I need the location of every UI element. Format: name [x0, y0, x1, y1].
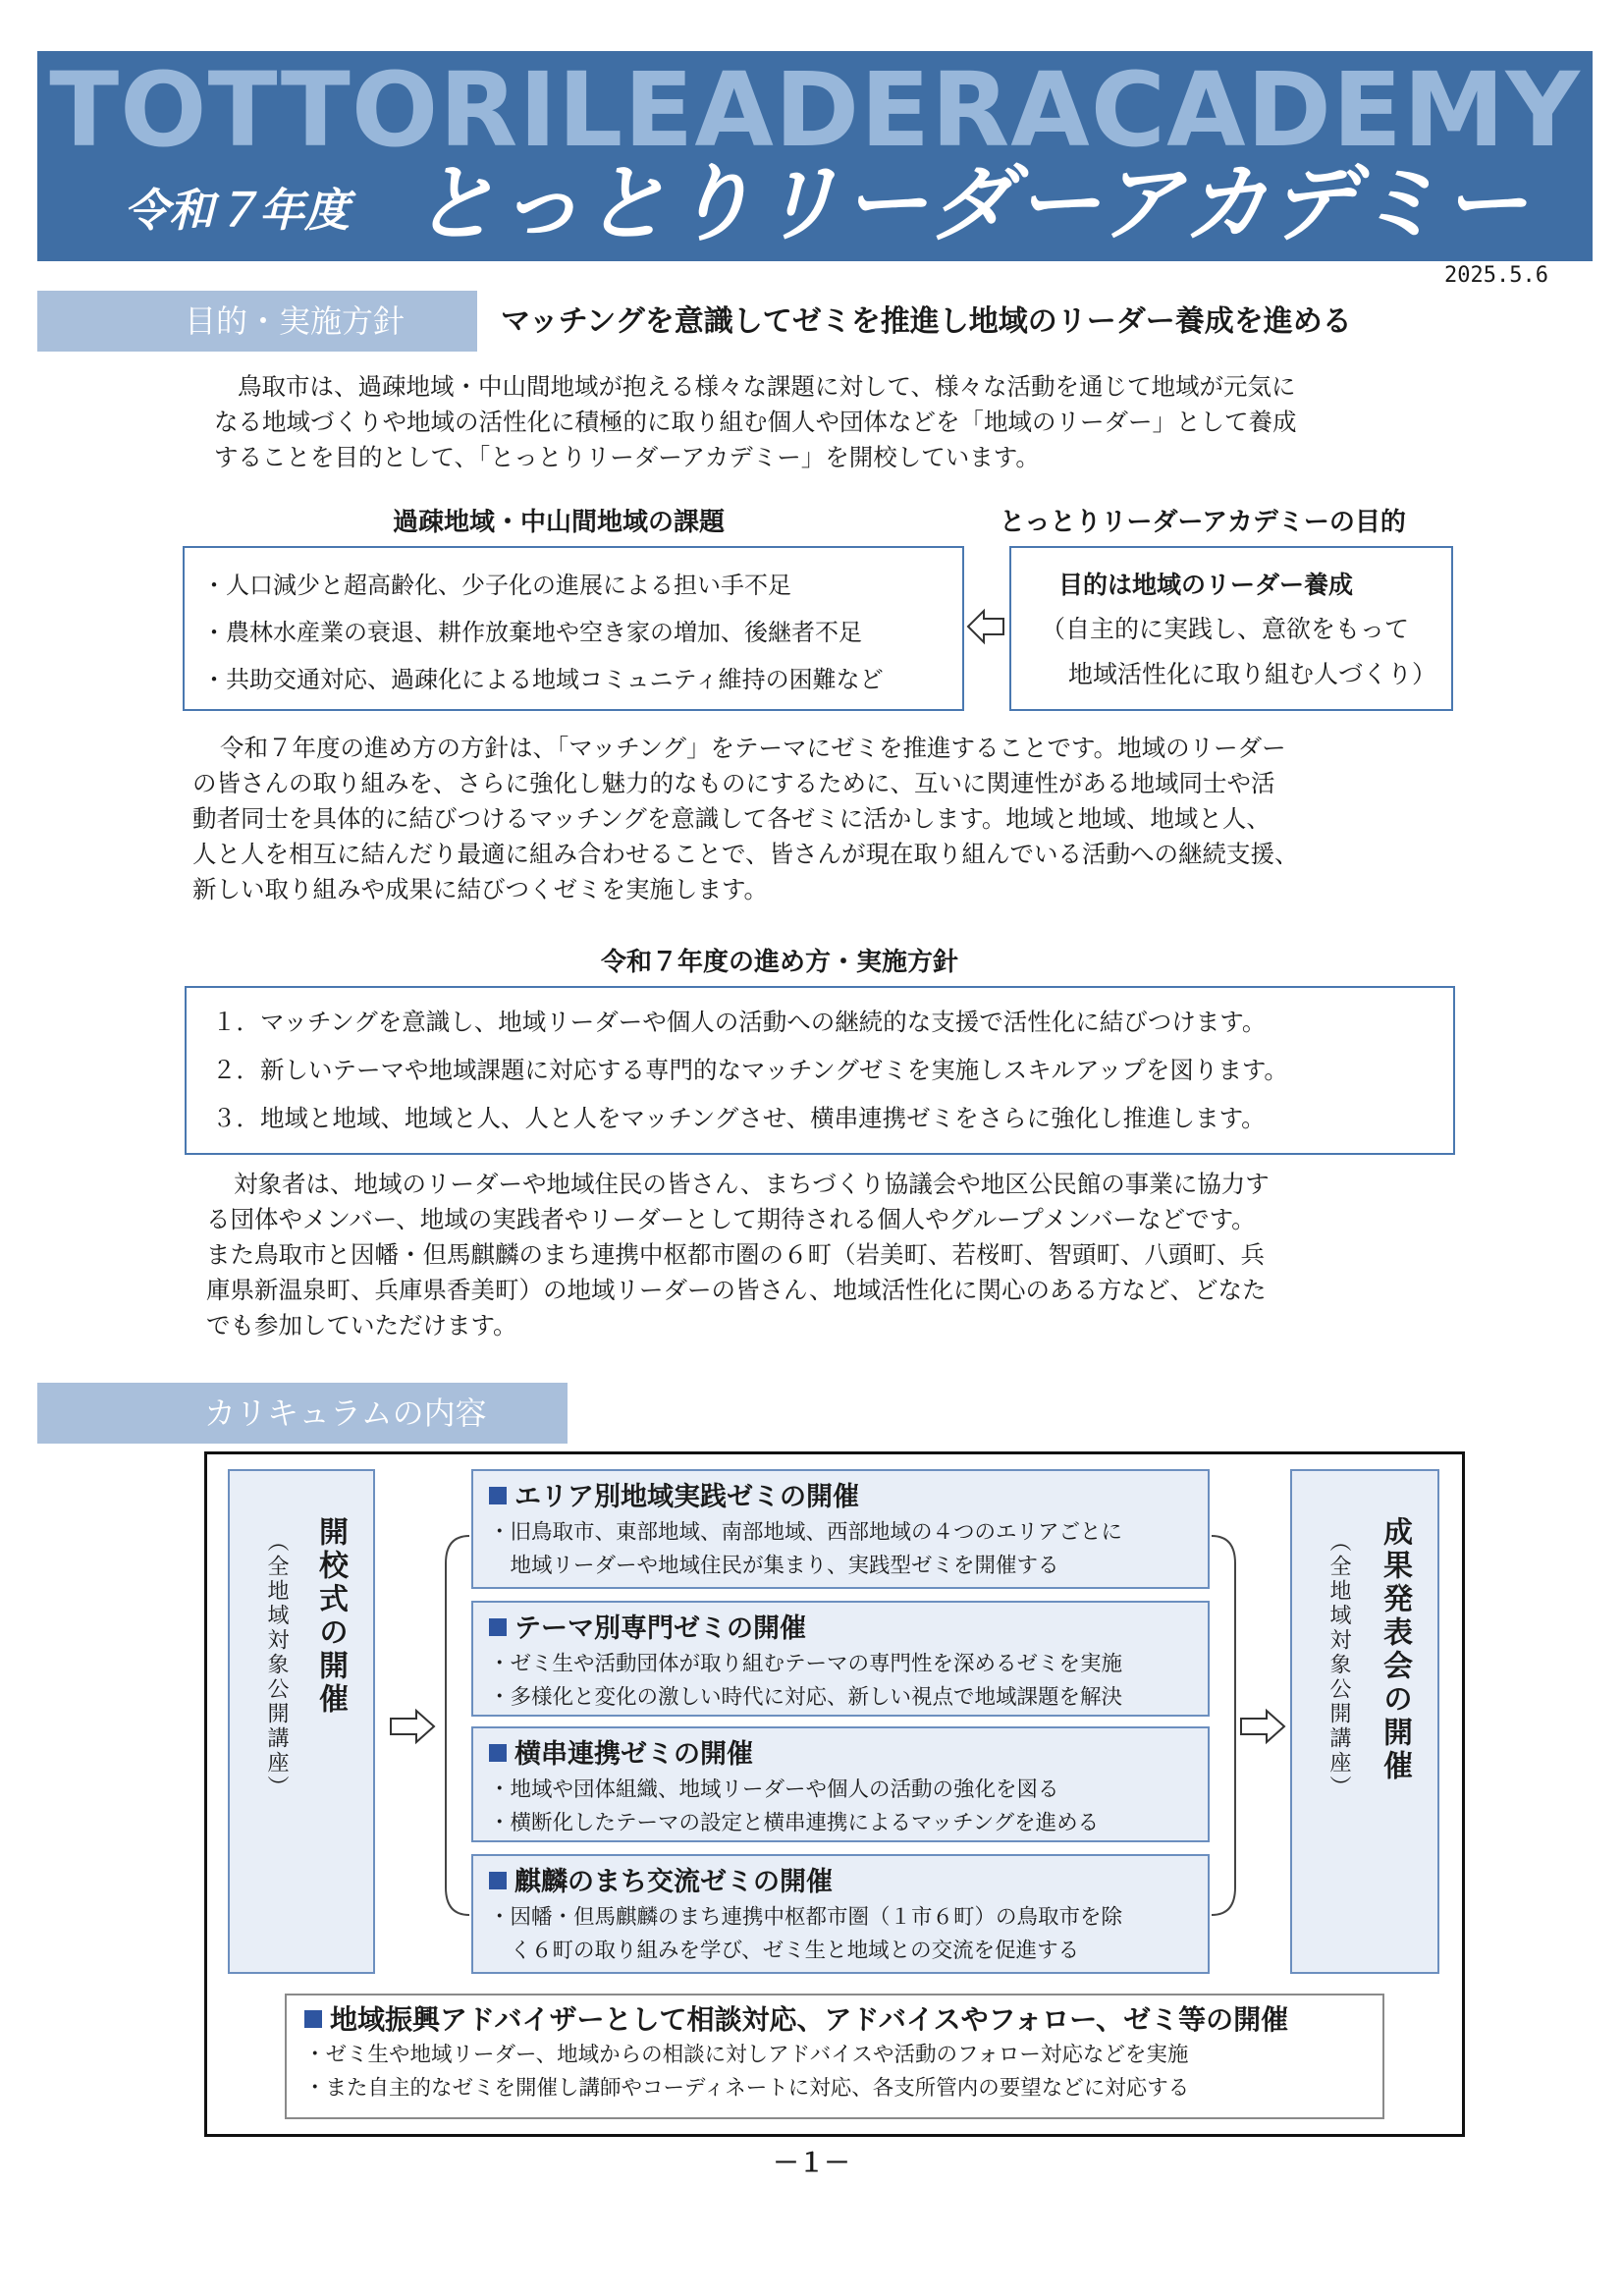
square-bullet-icon — [489, 1872, 507, 1889]
advisor-box — [285, 1994, 1384, 2119]
section-subtitle: マッチングを意識してゼミを推進し地域のリーダー養成を進める — [501, 304, 1352, 339]
bracket-icon — [442, 1534, 471, 1917]
hollow-right-arrow-icon — [1239, 1707, 1288, 1746]
policy-line: 令和７年度の進め方の方針は、「マッチング」をテーマにゼミを推進することです。地域のリーダー — [220, 734, 1286, 762]
zemi-theme — [471, 1601, 1210, 1717]
policy-line: 新しい取り組みや成果に結びつくゼミを実施します。 — [192, 875, 769, 903]
zemi-area — [471, 1469, 1210, 1589]
zemi-title: テーマ別専門ゼミの開催 — [514, 1613, 806, 1644]
year-label: 令和７年度 — [124, 184, 350, 237]
issues-title: 過疎地域・中山間地域の課題 — [393, 508, 726, 537]
hollow-left-arrow-icon — [966, 607, 1005, 646]
zemi-line: ・多様化と変化の激しい時代に対応、新しい視点で地域課題を解決 — [489, 1685, 1123, 1710]
square-bullet-icon — [489, 1618, 507, 1636]
zemi-line: ・横断化したテーマの設定と横串連携によるマッチングを進める — [489, 1811, 1100, 1835]
issue-item: ・人口減少と超高齢化、少子化の進展による担い手不足 — [202, 572, 791, 599]
advisor-title: 地域振興アドバイザーとして相談対応、アドバイスやフォロー、ゼミ等の開催 — [330, 2003, 1289, 2036]
closing-sub: （全地域対象公開講座） — [1326, 1530, 1351, 1800]
section-tab-curriculum: カリキュラムの内容 — [37, 1383, 568, 1444]
target-paragraph — [206, 1167, 1434, 1343]
purpose-box — [1009, 546, 1453, 711]
purpose-main: 目的は地域のリーダー養成 — [1058, 571, 1354, 599]
square-bullet-icon — [304, 2010, 322, 2028]
target-line: また鳥取市と因幡・但馬麒麟のまち連携中枢都市圏の６町（岩美町、若桜町、智頭町、八頭町、兵 — [206, 1240, 1265, 1269]
guidelines-box — [185, 986, 1455, 1155]
guidelines-title: 令和７年度の進め方・実施方針 — [601, 948, 959, 977]
target-line: 庫県新温泉町、兵庫県香美町）の地域リーダーの皆さん、地域活性化に関心のある方など、どなた — [206, 1276, 1267, 1304]
zemi-title: エリア別地域実践ゼミの開催 — [514, 1482, 859, 1512]
zemi-line: ・地域や団体組織、地域リーダーや個人の活動の強化を図る — [489, 1777, 1059, 1802]
zemi-title: 横串連携ゼミの開催 — [514, 1739, 753, 1770]
issue-item: ・農林水産業の衰退、耕作放棄地や空き家の増加、後継者不足 — [202, 619, 862, 646]
guideline-item: ３．地域と地域、地域と人、人と人をマッチングさせ、横串連携ゼミをさらに強化し推進します。 — [212, 1104, 1266, 1132]
purpose-title: とっとりリーダーアカデミーの目的 — [1000, 508, 1406, 537]
zemi-line: ・因幡・但馬麒麟のまち連携中枢都市圏（１市６町）の鳥取市を除 — [489, 1905, 1123, 1930]
purpose-sub-line: 地域活性化に取り組む人づくり） — [1068, 660, 1437, 688]
purpose-sub-line: （自主的に実践し、意欲をもって — [1041, 615, 1410, 643]
zemi-line: ・旧鳥取市、東部地域、南部地域、西部地域の４つのエリアごとに — [489, 1520, 1123, 1545]
zemi-kirin — [471, 1854, 1210, 1974]
advisor-line: ・また自主的なゼミを開催し講師やコーディネートに対応、各支所管内の要望などに対応する — [304, 2076, 1190, 2101]
closing-title: 成果発表会の開催 — [1378, 1516, 1412, 1783]
issues-box — [183, 546, 964, 711]
section-tab-purpose: 目的・実施方針 — [37, 291, 477, 352]
purpose-sub — [1041, 607, 1451, 697]
bracket-icon — [1210, 1534, 1239, 1917]
zemi-line: く６町の取り組みを学び、ゼミ生と地域との交流を促進する — [489, 1939, 1080, 1963]
zemi-title: 麒麟のまち交流ゼミの開催 — [514, 1867, 833, 1897]
zemi-line: ・ゼミ生や活動団体が取り組むテーマの専門性を深めるゼミを実施 — [489, 1652, 1123, 1676]
intro-line: 鳥取市は、過疎地域・中山間地域が抱える様々な課題に対して、様々な活動を通じて地域が元気に — [238, 372, 1296, 401]
closing-presentation-box — [1290, 1469, 1439, 1974]
opening-ceremony-box — [228, 1469, 375, 1974]
target-line: 対象者は、地域のリーダーや地域住民の皆さん、まちづくり協議会や地区公民館の事業に協力す — [234, 1170, 1270, 1198]
guideline-item: ２．新しいテーマや地域課題に対応する専門的なマッチングゼミを実施しスキルアップを図ります。 — [212, 1056, 1288, 1084]
intro-line: なる地域づくりや地域の活性化に積極的に取り組む個人や団体などを「地域のリーダー」として養成 — [214, 408, 1297, 436]
opening-sub: （全地域対象公開講座） — [264, 1530, 289, 1800]
hollow-right-arrow-icon — [389, 1707, 438, 1746]
square-bullet-icon — [489, 1487, 507, 1504]
target-line: でも参加していただけます。 — [206, 1311, 517, 1339]
japanese-title: とっとりリーダーアカデミー — [412, 155, 1530, 253]
intro-paragraph — [214, 369, 1451, 475]
zemi-cross — [471, 1726, 1210, 1842]
policy-line: の皆さんの取り組みを、さらに強化し魅力的なものにするために、互いに関連性がある地域同士や活 — [192, 769, 1275, 797]
issue-item: ・共助交通対応、過疎化による地域コミュニティ維持の困難など — [202, 666, 884, 693]
advisor-line: ・ゼミ生や地域リーダー、地域からの相談に対しアドバイスや活動のフォロー対応などを実施 — [304, 2043, 1189, 2067]
square-bullet-icon — [489, 1744, 507, 1762]
policy-line: 動者同士を具体的に結びつけるマッチングを意識して各ゼミに活かします。地域と地域、地域と人、 — [192, 804, 1271, 833]
opening-title: 開校式の開催 — [313, 1516, 348, 1717]
intro-line: することを目的として、「とっとりリーダーアカデミー」を開校しています。 — [214, 443, 1040, 471]
date: 2025.5.6 — [1444, 263, 1548, 288]
policy-line: 人と人を相互に結んだり最適に組み合わせることで、皆さんが現在取り組んでいる活動への継続支援、 — [192, 840, 1299, 868]
page-number: －１－ — [773, 2149, 850, 2178]
english-title: TOTTORILEADERACADEMY — [49, 50, 1581, 170]
zemi-line: 地域リーダーや地域住民が集まり、実践型ゼミを開催する — [489, 1554, 1059, 1578]
target-line: る団体やメンバー、地域の実践者やリーダーとして期待される個人やグループメンバーなどです。 — [206, 1205, 1256, 1233]
policy-paragraph — [192, 731, 1451, 907]
guideline-item: １．マッチングを意識し、地域リーダーや個人の活動への継続的な支援で活性化に結びつけます。 — [212, 1008, 1267, 1036]
